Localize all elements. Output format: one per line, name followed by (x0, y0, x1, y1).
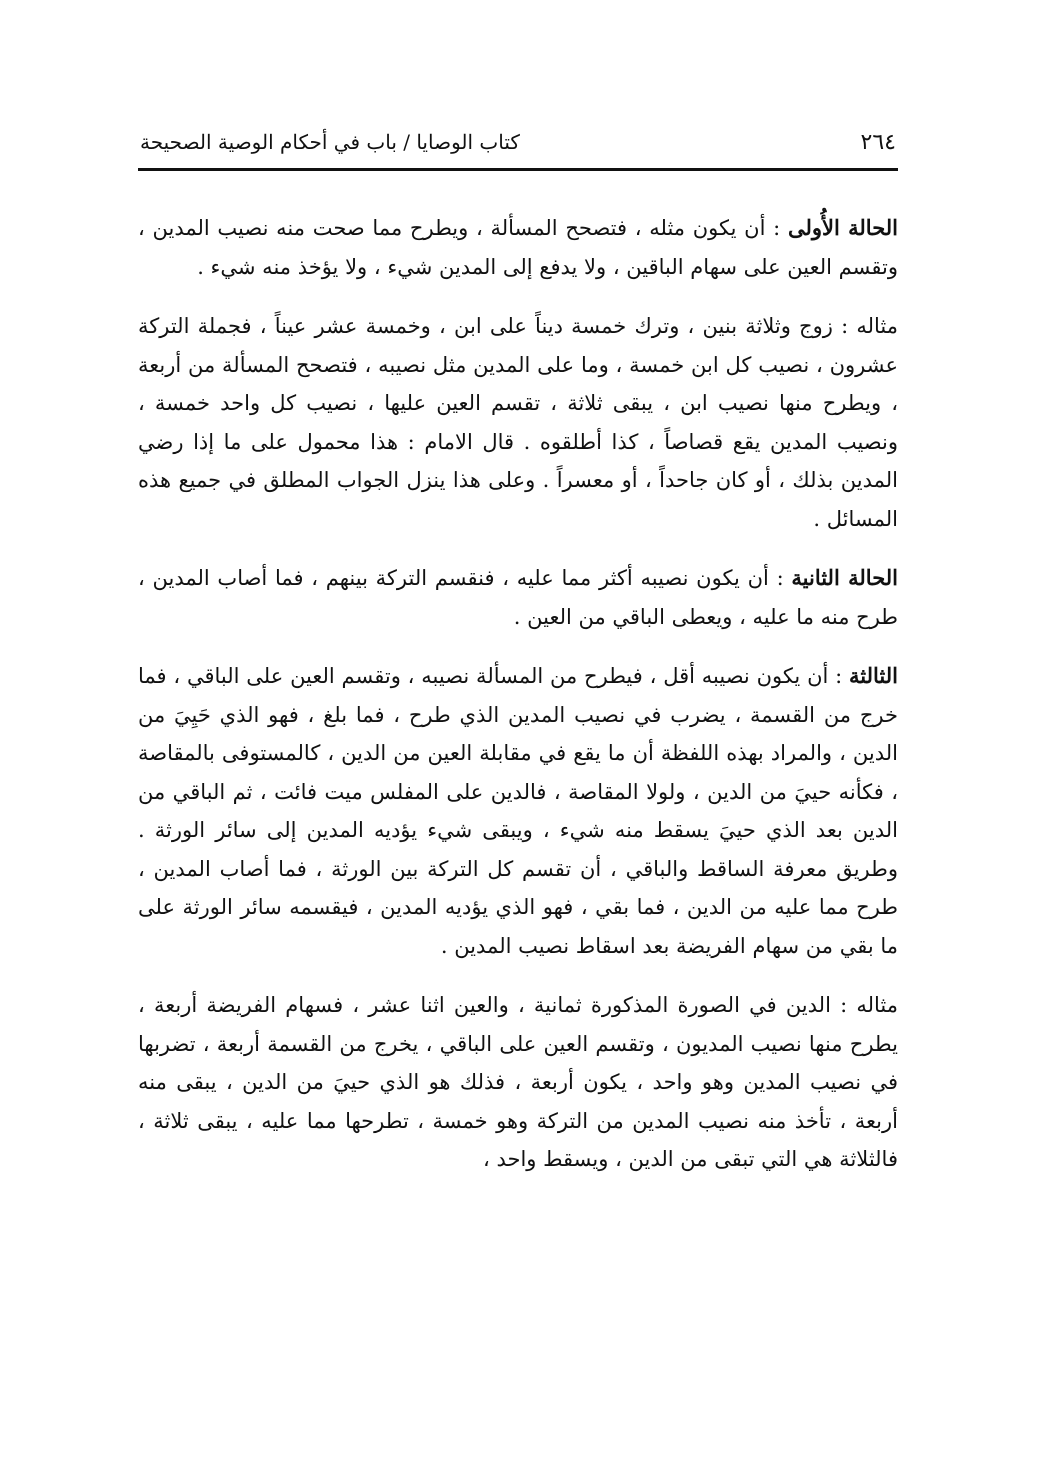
paragraph-example-two (138, 986, 898, 1179)
paragraph-first-case (138, 209, 898, 286)
page-header (138, 118, 898, 171)
paragraph-heading: الحالة الأُولى (787, 215, 898, 240)
running-title: كتاب الوصايا / باب في أحكام الوصية الصحيحة (140, 130, 520, 154)
paragraph-third-case (138, 657, 898, 965)
paragraph-text: : أن يكون نصيبه أكثر مما عليه ، فنقسم التركة بينهم ، فما أصاب المدين ، طرح منه ما عليه ، ويعطى الباقي من العين . (138, 566, 898, 629)
paragraph-heading: الثالثة (849, 663, 898, 688)
paragraph-text: مثاله : الدين في الصورة المذكورة ثمانية ، والعين اثنا عشر ، فسهام الفريضة أربعة ، يطرح منها نصيب المديون ، وتقسم العين على الباقي ، يخرج من القسمة أربعة ، تضربها في نصيب المدين وهو واحد ، يكون أربعة ، فذلك هو الذي حييَ من الدين ، يبقى منه أربعة ، تأخذ منه نصيب المدين من التركة وهو خمسة ، تطرحها مما عليه ، يبقى ثلاثة ، فالثلاثة هي التي تبقى من الدين ، ويسقط واحد ، (138, 993, 898, 1171)
paragraph-example-one (138, 307, 898, 538)
paragraph-text: : أن يكون نصيبه أقل ، فيطرح من المسألة نصيبه ، وتقسم العين على الباقي ، فما خرج من القسمة ، يضرب في نصيب المدين الذي طرح ، فما بلغ ، فهو الذي حَيِيَ من الدين ، والمراد بهذه اللفظة أن ما يقع في مقابلة العين من الدين ، كالمستوفى بالمقاصة ، فكأنه حييَ من الدين ، ولولا المقاصة ، فالدين على المفلس ميت فائت ، ثم الباقي من الدين بعد الذي حييَ يسقط منه شيء ، ويبقى شيء يؤديه المدين إلى سائر الورثة . وطريق معرفة الساقط والباقي ، أن تقسم كل التركة بين الورثة ، فما أصاب المدين ، طرح مما عليه من الدين ، فما بقي ، فهو الذي يؤديه المدين ، فيقسمه سائر الورثة على ما بقي من سهام الفريضة بعد اسقاط نصيب المدين . (138, 664, 898, 958)
paragraph-text: مثاله : زوج وثلاثة بنين ، وترك خمسة ديناً على ابن ، وخمسة عشر عيناً ، فجملة التركة عشرون ، نصيب كل ابن خمسة ، وما على المدين مثل نصيبه ، فتصحح المسألة من أربعة ، ويطرح منها نصيب ابن ، يبقى ثلاثة ، تقسم العين عليها ، نصيب كل واحد خمسة ، ونصيب المدين يقع قصاصاً ، كذا أطلقوه . قال الامام : هذا محمول على ما إذا رضي المدين بذلك ، أو كان جاحداً ، أو معسراً . وعلى هذا ينزل الجواب المطلق في جميع هذه المسائل . (138, 314, 898, 531)
paragraph-second-case (138, 559, 898, 636)
book-page (138, 118, 898, 1418)
page-number: ٢٦٤ (860, 130, 896, 155)
paragraph-heading: الحالة الثانية (791, 565, 898, 590)
page-body (138, 209, 898, 1179)
paragraph-text: : أن يكون مثله ، فتصحح المسألة ، ويطرح مما صحت منه نصيب المدين ، وتقسم العين على سهام الباقين ، ولا يدفع إلى المدين شيء ، ولا يؤخذ منه شيء . (138, 216, 898, 279)
